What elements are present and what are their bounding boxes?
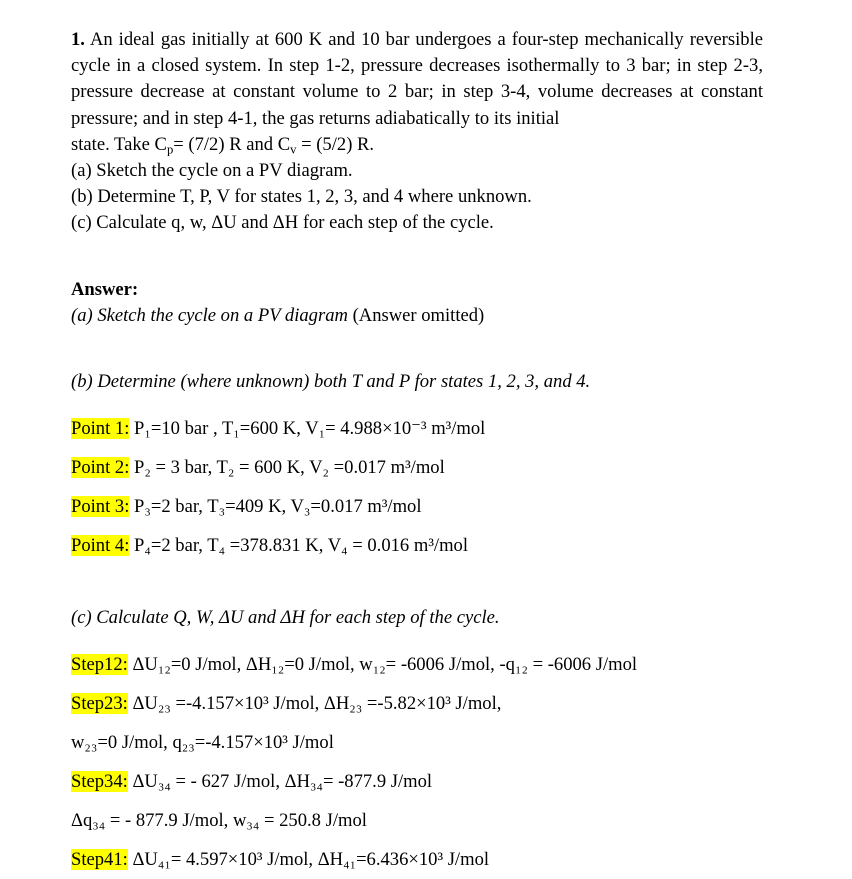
step-row-continued	[71, 723, 763, 762]
point-row	[71, 409, 763, 448]
document-page	[71, 27, 763, 879]
steps-list	[71, 645, 763, 879]
answer-part-b-heading: (b) Determine (where unknown) both T and P for states 1, 2, 3, and 4.	[71, 370, 591, 392]
point-row	[71, 448, 763, 487]
point-row	[71, 487, 763, 526]
point-row	[71, 526, 763, 565]
question-line-2: reversible cycle in a closed system. In step 1-2, pressure decreases isothermally to 3	[71, 29, 763, 77]
question-heat-capacity-line: state. Take $C_p= (7/2)$ R and $C_v = (5/2)$ R.	[71, 133, 375, 157]
question-number: 1.	[71, 29, 85, 50]
question-paragraph	[71, 27, 763, 132]
step-label: Step23:	[71, 692, 128, 714]
point-label: Point 3:	[71, 495, 130, 517]
answer-part-a: (a) Sketch the cycle on a PV diagram (Answer omitted)	[71, 304, 485, 326]
step-row	[71, 840, 763, 879]
step-row	[71, 645, 763, 684]
answer-part-c-heading: (c) Calculate Q, W, ΔU and ΔH for each step of the cycle.	[71, 606, 500, 628]
point-values: P₃=2 bar, T₃=409 K, V₃=0.017 m³/mol	[129, 495, 422, 517]
point-label: Point 1:	[71, 417, 130, 439]
question-line-4: decreases at constant pressure; and in step 4-1, the gas returns adiabatically to its initial	[71, 81, 763, 129]
step-values: ΔU₄₁= 4.597×10³ J/mol, ΔH₄₁=6.436×10³ J/mol	[127, 848, 490, 870]
answer-heading: Answer:	[71, 278, 139, 300]
step-label: Step12:	[71, 653, 128, 675]
point-values: P₂ = 3 bar, T₂ = 600 K, V₂ =0.017 m³/mol	[129, 456, 445, 478]
step-values: w₂₃=0 J/mol, q₂₃=-4.157×10³ J/mol	[71, 731, 334, 753]
step-label: Step41:	[71, 848, 128, 870]
step-values: ΔU₃₄ = - 627 J/mol, ΔH₃₄= -877.9 J/mol	[127, 770, 433, 792]
point-values: P₄=2 bar, T₄ =378.831 K, V₄ = 0.016 m³/mol	[129, 534, 468, 556]
question-part-a: (a) Sketch the cycle on a PV diagram.	[71, 160, 353, 182]
question-part-c: (c) Calculate q, w, ΔU and ΔH for each step of the cycle.	[71, 212, 494, 234]
step-label: Step34:	[71, 770, 128, 792]
step-values: Δq₃₄ = - 877.9 J/mol, w₃₄ = 250.8 J/mol	[71, 809, 367, 831]
step-row	[71, 762, 763, 801]
point-label: Point 4:	[71, 534, 130, 556]
step-row	[71, 684, 763, 723]
step-row-continued	[71, 801, 763, 840]
question-line-1: An ideal gas initially at 600 K and 10 bar undergoes a four-step mechanically	[89, 29, 684, 50]
points-list	[71, 409, 763, 565]
question-block	[71, 27, 763, 237]
step-values: ΔU₂₃ =-4.157×10³ J/mol, ΔH₂₃ =-5.82×10³ J/mol,	[127, 692, 502, 714]
point-label: Point 2:	[71, 456, 130, 478]
step-values: ΔU₁₂=0 J/mol, ΔH₁₂=0 J/mol, w₁₂= -6006 J/mol, -q₁₂ = -6006 J/mol	[127, 653, 638, 675]
question-line-3: bar; in step 2-3, pressure decrease at constant volume to 2 bar; in step 3-4, volume	[71, 55, 763, 103]
point-values: P₁=10 bar , T₁=600 K, V₁= 4.988×10⁻³ m³/mol	[129, 417, 486, 439]
question-part-b: (b) Determine T, P, V for states 1, 2, 3, and 4 where unknown.	[71, 186, 532, 208]
